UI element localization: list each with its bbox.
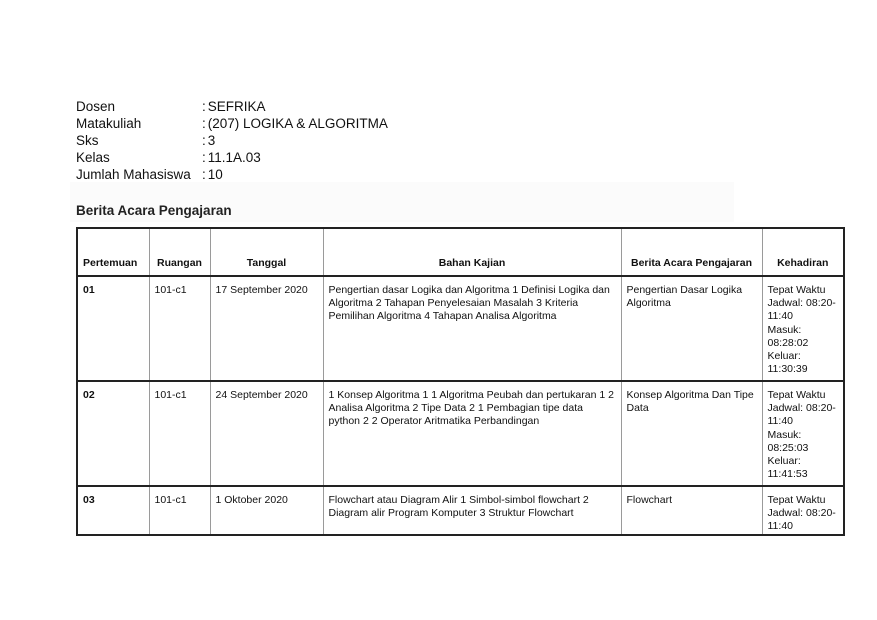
course-info [76, 98, 388, 183]
table-row [77, 276, 844, 381]
cell-ruangan: 101-c1 [149, 381, 210, 486]
matakuliah-value: (207) LOGIKA & ALGORITMA [207, 116, 388, 131]
header-tanggal: Tanggal [210, 228, 323, 276]
cell-pertemuan: 03 [77, 486, 149, 535]
matakuliah-label: Matakuliah [76, 116, 142, 131]
cell-kehadiran [762, 381, 844, 486]
table-row [77, 381, 844, 486]
cell-bahan-kajian: 1 Konsep Algoritma 1 1 Algoritma Peubah dan pertukaran 1 2 Analisa Algoritma 2 Tipe Data 2 1 Pembagian tipe data python 2 2 Operator Aritmatika Perbandingan [323, 381, 621, 486]
table-row [77, 486, 844, 535]
dosen-label: Dosen [76, 99, 116, 114]
sks-row [76, 132, 388, 149]
kehadiran-status: Tepat Waktu [767, 389, 826, 401]
kehadiran-keluar: Keluar: 11:30:39 [767, 350, 808, 376]
jumlah-mahasiswa-label: Jumlah Mahasiswa [76, 167, 191, 182]
kehadiran-status: Tepat Waktu [767, 494, 826, 506]
kelas-row [76, 149, 388, 166]
cell-kehadiran [762, 276, 844, 381]
cell-berita-acara: Pengertian Dasar Logika Algoritma [621, 276, 762, 381]
kehadiran-status: Tepat Waktu [767, 284, 826, 296]
cell-kehadiran [762, 486, 844, 535]
separator-colon: : [202, 99, 206, 114]
jumlah-mahasiswa-value: 10 [207, 167, 223, 182]
jumlah-mahasiswa-row [76, 166, 388, 183]
kelas-label: Kelas [76, 150, 110, 165]
kehadiran-jadwal: Jadwal: 08:20-11:40 [767, 297, 836, 323]
matakuliah-row [76, 115, 388, 132]
kelas-value: 11.1A.03 [207, 150, 261, 165]
cell-ruangan: 101-c1 [149, 486, 210, 535]
sks-value: 3 [207, 133, 216, 148]
cell-bahan-kajian: Flowchart atau Diagram Alir 1 Simbol-simbol flowchart 2 Diagram alir Program Komputer 3 Struktur Flowchart [323, 486, 621, 535]
kehadiran-masuk: Masuk: 08:28:02 [767, 323, 809, 349]
header-pertemuan: Pertemuan [77, 228, 149, 276]
kehadiran-keluar: Keluar: 11:41:53 [767, 455, 808, 481]
cell-bahan-kajian: Pengertian dasar Logika dan Algoritma 1 Definisi Logika dan Algoritma 2 Tahapan Penyelesaian Masalah 3 Kriteria Pemilihan Algoritma 4 Tahapan Analisa Algoritma [323, 276, 621, 381]
header-ruangan: Ruangan [149, 228, 210, 276]
separator-colon: : [202, 167, 206, 182]
cell-berita-acara: Konsep Algoritma Dan Tipe Data [621, 381, 762, 486]
header-berita-acara: Berita Acara Pengajaran [621, 228, 762, 276]
sks-label: Sks [76, 133, 99, 148]
dosen-value: SEFRIKA [207, 99, 266, 114]
cell-berita-acara: Flowchart [621, 486, 762, 535]
dosen-row [76, 98, 388, 115]
kehadiran-jadwal: Jadwal: 08:20-11:40 [767, 507, 836, 533]
teaching-report-table [76, 227, 845, 536]
cell-pertemuan: 02 [77, 381, 149, 486]
cell-tanggal: 1 Oktober 2020 [210, 486, 323, 535]
separator-colon: : [202, 133, 206, 148]
separator-colon: : [202, 116, 206, 131]
header-kehadiran: Kehadiran [762, 228, 844, 276]
separator-colon: : [202, 150, 206, 165]
table-header-row [77, 228, 844, 276]
cell-tanggal: 24 September 2020 [210, 381, 323, 486]
cell-tanggal: 17 September 2020 [210, 276, 323, 381]
cell-ruangan: 101-c1 [149, 276, 210, 381]
kehadiran-jadwal: Jadwal: 08:20-11:40 [767, 402, 836, 428]
kehadiran-masuk: Masuk: 08:25:03 [767, 428, 809, 454]
cell-pertemuan: 01 [77, 276, 149, 381]
section-title: Berita Acara Pengajaran [76, 203, 232, 218]
header-bahan-kajian: Bahan Kajian [323, 228, 621, 276]
